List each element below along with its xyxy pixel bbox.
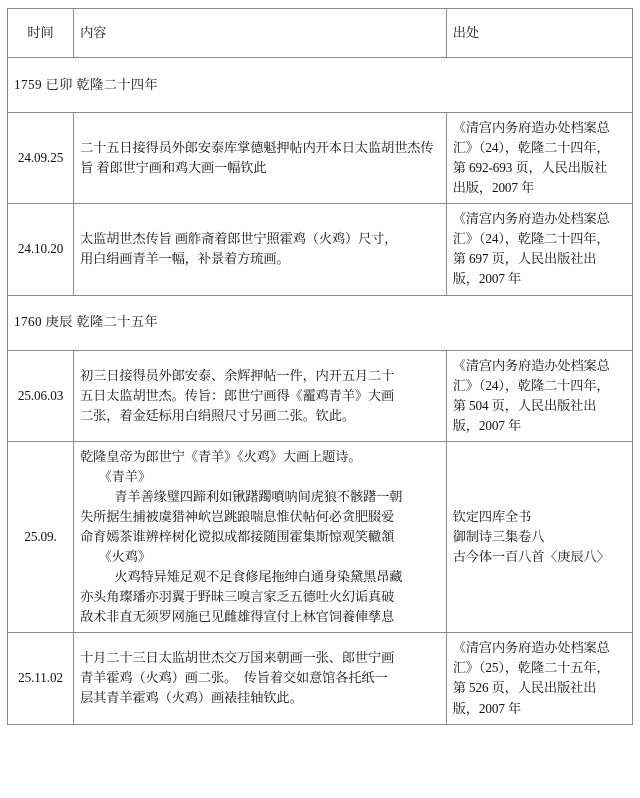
content-line: 初三日接得员外郎安泰、余辉押帖一件，内开五月二十 — [80, 367, 395, 383]
row-content-24-10-20 — [74, 204, 447, 295]
poem-line: 青羊善缘璧四蹄利如锹躇躅噴呐间虎狼不骸躇一朝 — [114, 488, 403, 504]
poem-title-qingyang: 《青羊》 — [98, 468, 151, 484]
content-line: 旨 着郎世宁画和鸡大画一幅钦此 — [80, 160, 267, 176]
source-line: 第 697 页，人民出版社出 — [452, 251, 597, 267]
column-header-source: 出处 — [446, 9, 632, 58]
poem-line: 敌术非直无须罗网施已见雌雄得宣付上林官饲養俥孳息 — [80, 609, 395, 625]
section-header-1760 — [8, 295, 633, 350]
table-header-row — [8, 9, 633, 58]
source-line: 古今体一百八首〈庚辰八〉 — [452, 549, 610, 565]
content-line: 太监胡世杰传旨 画舴斋着郎世宁照霍鸡（火鸡）尺寸， — [80, 231, 398, 247]
row-content-24-09-25 — [74, 113, 447, 204]
section-label-1759: 1759 已卯 乾隆二十四年 — [8, 58, 633, 113]
row-time-25-09: 25.09. — [8, 441, 74, 633]
row-time-24-09-25: 24.09.25 — [8, 113, 74, 204]
source-line: 钦定四库全书 — [452, 508, 532, 524]
content-line: 二张，着金廷标用白绢照尺寸另画二张。钦此。 — [80, 407, 355, 423]
row-source-24-09-25 — [446, 113, 632, 204]
table-row — [8, 633, 633, 724]
content-line: 二十五日接得员外郎安泰库掌德魁押帖内开本日太监胡世杰传 — [80, 140, 434, 156]
source-line: 《清宫内务府造办处档案总 — [452, 211, 610, 227]
content-line: 五日太监胡世杰。传旨：郎世宁画得《靇鸡青羊》大画 — [80, 387, 395, 403]
source-line: 汇》（24），乾隆二十四年， — [452, 140, 610, 156]
poem-title-huoji: 《火鸡》 — [98, 549, 151, 565]
row-content-25-09 — [74, 441, 447, 633]
section-label-1760: 1760 庚辰 乾隆二十五年 — [8, 295, 633, 350]
poem-line: 亦头角璨璠亦羽翼于野昧三嗅言家乏五德吐火幻诟真破 — [80, 589, 395, 605]
row-source-24-10-20 — [446, 204, 632, 295]
poem-intro-line: 乾隆皇帝为郎世宁《青羊》《火鸡》大画上题诗。 — [80, 448, 362, 464]
content-line: 青羊霍鸡（火鸡）画二张。 传旨着交如意馆各托纸一 — [80, 670, 388, 686]
row-time-25-06-03: 25.06.03 — [8, 350, 74, 441]
section-header-1759 — [8, 58, 633, 113]
content-line: 用白绢画青羊一幅，补景着方琉画。 — [80, 251, 290, 267]
row-time-24-10-20: 24.10.20 — [8, 204, 74, 295]
content-line: 十月二十三日太监胡世杰交万国来朝画一张、郎世宁画 — [80, 650, 395, 666]
source-line: 第 504 页，人民出版社出 — [452, 397, 597, 413]
poem-line: 火鸡特异雉足观不足食修尾拖绅白通身染黛黑昂藏 — [114, 569, 403, 585]
source-line: 出版，2007 年 — [452, 180, 535, 196]
source-line: 第 692-693 页，人民出版社 — [452, 160, 608, 176]
column-header-time: 时间 — [8, 9, 74, 58]
table-row — [8, 113, 633, 204]
source-line: 御制诗三集卷八 — [452, 529, 545, 544]
row-content-25-06-03 — [74, 350, 447, 441]
source-line: 汇》（24），乾隆二十四年， — [452, 231, 610, 247]
source-line: 汇》（25），乾隆二十五年， — [452, 660, 610, 676]
table-row — [8, 350, 633, 441]
row-source-25-09 — [446, 441, 632, 633]
row-source-25-11-02 — [446, 633, 632, 724]
content-line: 层其青羊霍鸡（火鸡）画裱挂轴钦此。 — [80, 690, 303, 706]
archive-records-table — [7, 8, 633, 725]
poem-line: 失所据生捕被虞猎神岤岂跳踉喘息惟伏帖何必贪肥腏爱 — [80, 508, 395, 524]
source-line: 《清宫内务府造办处档案总 — [452, 357, 610, 373]
poem-line: 命育嫣茶谁辨梓树化谠拟成都接随围霍集斯惊观笑轍頷 — [80, 529, 395, 544]
source-line: 版，2007 年 — [452, 417, 522, 433]
source-line: 《清宫内务府造办处档案总 — [452, 640, 610, 656]
row-source-25-06-03 — [446, 350, 632, 441]
row-time-25-11-02: 25.11.02 — [8, 633, 74, 724]
source-line: 版，2007 年 — [452, 271, 522, 287]
table-row — [8, 204, 633, 295]
row-content-25-11-02 — [74, 633, 447, 724]
source-line: 第 526 页，人民出版社出 — [452, 680, 597, 696]
column-header-content: 内容 — [74, 9, 447, 58]
table-row — [8, 441, 633, 633]
source-line: 版，2007 年 — [452, 700, 522, 716]
source-line: 《清宫内务府造办处档案总 — [452, 120, 610, 135]
source-line: 汇》（24），乾隆二十四年， — [452, 377, 610, 393]
